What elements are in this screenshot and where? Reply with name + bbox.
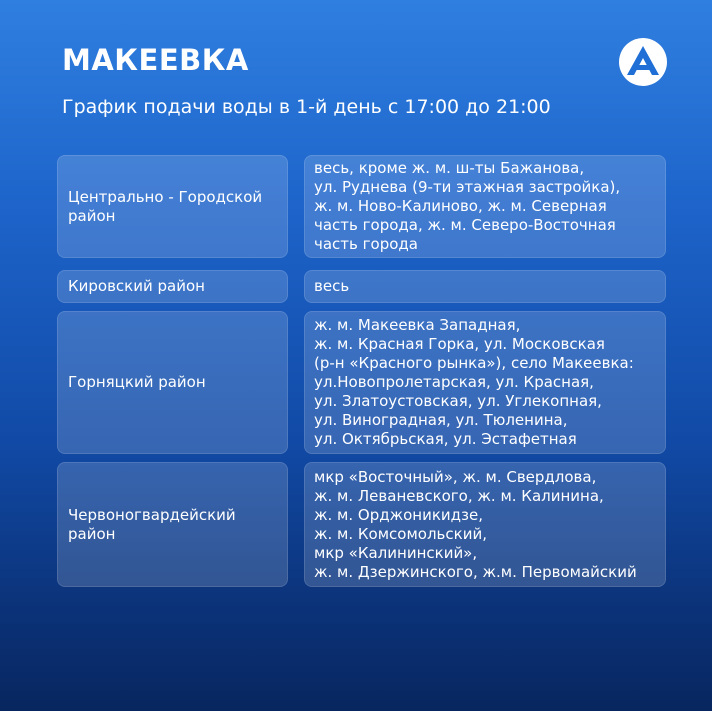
areas-cell-gornyatsky: ж. м. Макеевка Западная, ж. м. Красная Горка, ул. Московская (р-н «Красного рынка»), село Макеевка: ул.Новопролетарская, ул. Красная, ул. Златоустовская, ул. Углекопная, ул. Виноградная, ул. Тюленина, ул. Октябрьская, ул. Эстафетная [304, 311, 666, 454]
areas-cell-kirovsky: весь [304, 270, 666, 303]
areas-cell-central: весь, кроме ж. м. ш-ты Бажанова, ул. Руднева (9-ти этажная застройка), ж. м. Ново-Калиново, ж. м. Северная часть города, ж. м. Северо-Восточная часть города [304, 155, 666, 258]
a-triangle-logo-icon [618, 37, 668, 87]
district-cell-gornyatsky: Горняцкий район [57, 311, 288, 454]
page-subtitle: График подачи воды в 1-й день с 17:00 до 21:00 [62, 96, 551, 118]
district-cell-chervonogvardeysky: Червоногвардейский район [57, 462, 288, 587]
page-title: МАКЕЕВКА [62, 43, 249, 77]
district-cell-central: Центрально - Городской район [57, 155, 288, 258]
district-cell-kirovsky: Кировский район [57, 270, 288, 303]
areas-cell-chervonogvardeysky: мкр «Восточный», ж. м. Свердлова, ж. м. Леваневского, ж. м. Калинина, ж. м. Орджоникидзе, ж. м. Комсомольский, мкр «Калининский», ж. м. Дзержинского, ж.м. Первомайский [304, 462, 666, 587]
